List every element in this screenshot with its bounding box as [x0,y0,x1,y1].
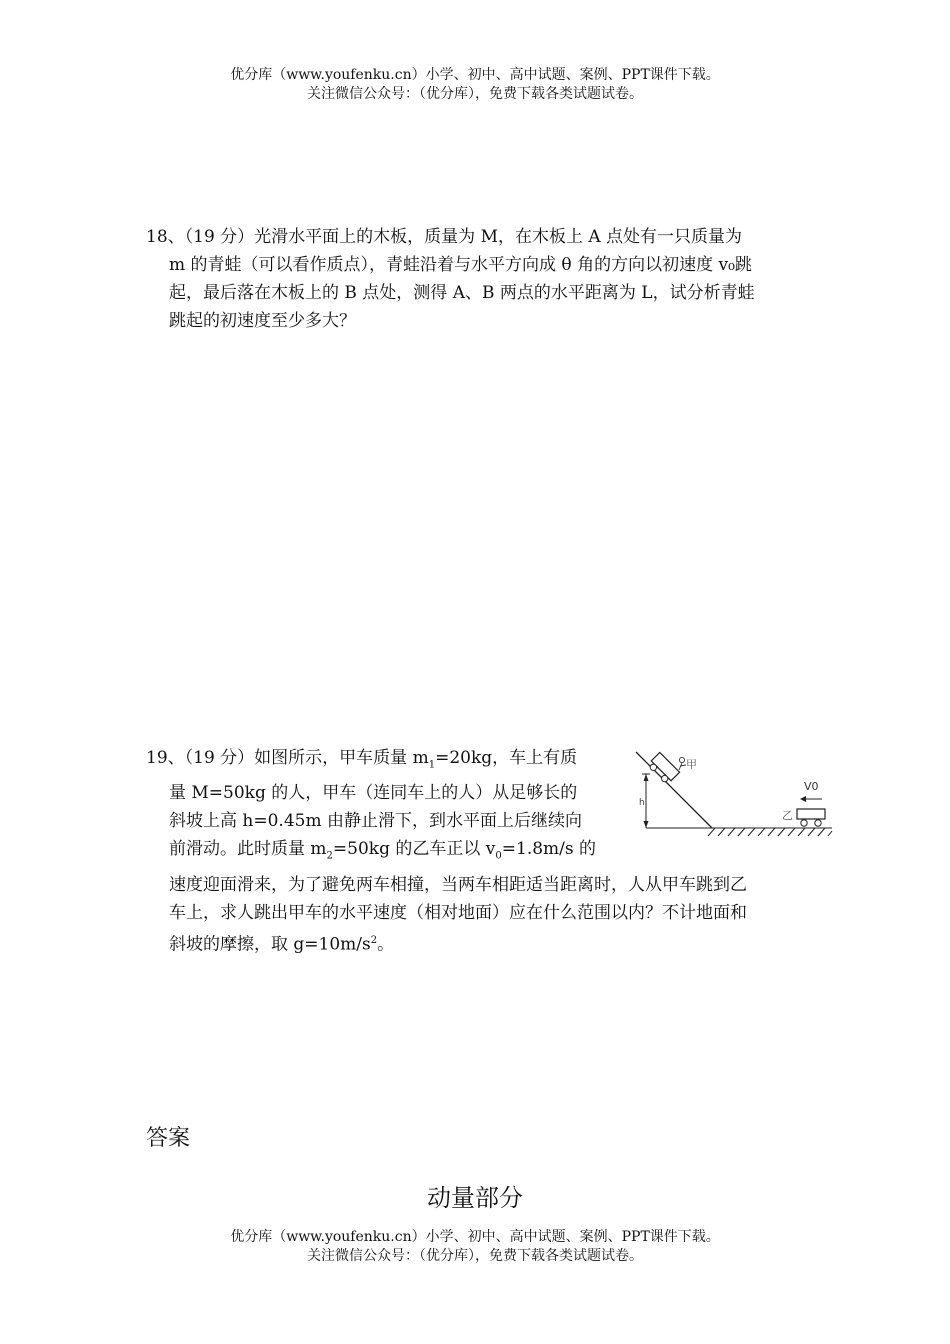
q19-line-1: 19、（19 分）如图所示，甲车质量 $m_1=20kg$，车上有质 [146,748,578,771]
q19-line-3: 斜坡上高 h=0.45m 由静止滑下，到水平面上后继续向 [169,811,582,832]
footer-line-1: 优分库（www.youfenku.cn）小学、初中、高中试题、案例、PPT课件下载。 [230,1229,720,1245]
height-label: h [639,798,645,808]
q19-line-7: 斜坡的摩擦，取 $g=10m/s^2$。 [169,934,395,955]
q19-line-2: 量 M=50kg 的人，甲车（连同车上的人）从足够长的 [169,783,578,804]
q18-line-4: 跳起的初速度至少多大？ [169,311,356,331]
section-title: 动量部分 [427,1184,523,1212]
cart-jia [647,752,680,785]
page-header [0,66,950,104]
header-line-1: 优分库（www.youfenku.cn）小学、初中、高中试题、案例、PPT课件下载。 [230,67,720,83]
q18-line-1: 18、（19 分）光滑水平面上的木板，质量为 M，在木板上 A 点处有一只质量为 [146,227,743,247]
slope-line [636,752,712,828]
footer-line-2: 关注微信公众号：（优分库），免费下载各类试题试卷。 [307,1248,643,1264]
q18-line-2: m 的青蛙（可以看作质点），青蛙沿着与水平方向成 θ 角的方向以初速度 v₀跳 [169,255,752,275]
answer-title: 答案 [146,1126,191,1151]
label-jia: 甲 [686,758,697,771]
incline-figure [628,746,838,840]
q19-line-5: 速度迎面滑来，为了避免两车相撞，当两车相距适当距离时，人从甲车跳到乙 [169,874,747,895]
q18-line-3: 起，最后落在木板上的 B 点处，测得 A、B 两点的水平距离为 L，试分析青蛙 [169,283,755,303]
q19-line-4: 前滑动。此时质量 $m_2=50kg$ 的乙车正以 $v_0=1.8m/s$ 的 [169,839,597,862]
question-18 [146,223,755,335]
ground-hatch [708,828,832,836]
page-footer [0,1228,950,1266]
label-v0: V0 [804,780,819,793]
label-yi: 乙 [782,809,793,822]
header-line-2: 关注微信公众号：（优分库），免费下载各类试题试卷。 [307,86,643,102]
person-figure [679,757,686,770]
q19-line-6: 车上，求人跳出甲车的水平速度（相对地面）应在什么范围以内？不计地面和 [169,902,747,923]
cart-yi [797,809,825,826]
